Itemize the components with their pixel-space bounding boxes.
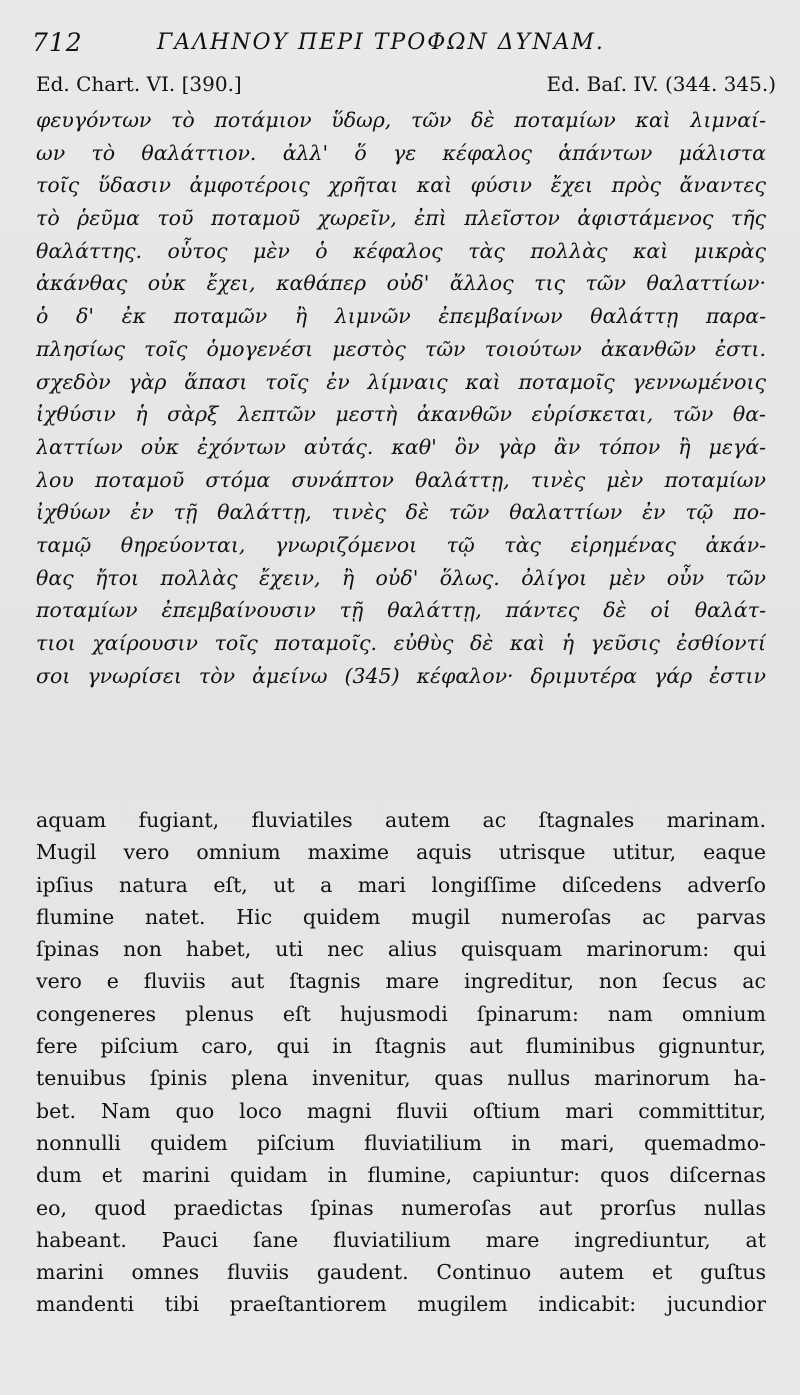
greek-line: τὸ ῥεῦμα τοῦ ποταμοῦ χωρεῖν, ἐπὶ πλεῖστον ἀφιστάμενος τῆς <box>36 206 766 231</box>
edition-chart-reference: Ed. Chart. VI. [390.] <box>36 72 242 96</box>
greek-line: λου ποταμοῦ στόμα συνάπτον θαλάττῃ, τινὲς μὲν ποταμίων <box>36 467 766 492</box>
latin-line: aquam fugiant, fluviatiles autem ac ſtagnales marinam. <box>36 808 766 832</box>
latin-line: flumine natet. Hic quidem mugil numeroſas ac parvas <box>36 904 766 929</box>
latin-line: dum et marini quidam in flumine, capiuntur: quos diſcernas <box>36 1163 766 1188</box>
latin-line: tenuibus ſpinis plena invenitur, quas nullus marinorum ha- <box>36 1066 766 1091</box>
latin-line: congeneres plenus eſt hujusmodi ſpinarum: nam omnium <box>36 1001 766 1026</box>
greek-line: ων τὸ θαλάττιον. ἀλλ' ὅ γε κέφαλος ἁπάντων μάλιστα <box>36 140 766 165</box>
running-title: ΓΑΛΗΝΟΥ ΠΕΡΙ ΤΡΟΦΩΝ ΔΥΝΑΜ. <box>157 30 605 55</box>
greek-line: ταμῷ θηρεύονται, γνωριζόμενοι τῷ τὰς εἰρημένας ἀκάν- <box>36 532 766 557</box>
greek-line: πλησίως τοῖς ὁμογενέσι μεστὸς τῶν τοιούτων ἀκανθῶν ἐστι. <box>36 336 766 361</box>
greek-line: ἰχθύων ἐν τῇ θαλάττῃ, τινὲς δὲ τῶν θαλαττίων ἐν τῷ πο- <box>36 500 766 525</box>
greek-line: λαττίων οὐκ ἐχόντων αὐτάς. καθ' ὃν γὰρ ἂν τόπον ἢ μεγά- <box>36 434 766 459</box>
latin-line: nonnulli quidem piſcium fluviatilium in mari, quemadmo- <box>36 1130 766 1155</box>
greek-line: σχεδὸν γὰρ ἅπασι τοῖς ἐν λίμναις καὶ ποταμοῖς γεννωμένοις <box>36 369 766 394</box>
greek-line: φευγόντων τὸ ποτάμιον ὕδωρ, τῶν δὲ ποταμίων καὶ λιμναί- <box>36 108 766 132</box>
greek-line: θας ἤτοι πολλὰς ἔχειν, ἢ οὐδ' ὅλως. ὀλίγοι μὲν οὖν τῶν <box>36 565 766 590</box>
latin-line: bet. Nam quo loco magni fluvii oſtium mari committitur, <box>36 1098 766 1123</box>
greek-line: ἀκάνθας οὐκ ἔχει, καθάπερ οὐδ' ἄλλος τις τῶν θαλαττίων· <box>36 271 766 296</box>
latin-line: marini omnes fluviis gaudent. Continuo autem et guſtus <box>36 1260 766 1285</box>
greek-line: θαλάττης. οὗτος μὲν ὁ κέφαλος τὰς πολλὰς καὶ μικρὰς <box>36 238 766 263</box>
edition-references <box>36 72 776 102</box>
greek-line: ποταμίων ἐπεμβαίνουσιν τῇ θαλάττῃ, πάντες δὲ οἱ θαλάτ- <box>36 598 766 623</box>
greek-text <box>36 104 766 692</box>
greek-line: σοι γνωρίσει τὸν ἀμείνω (345) κέφαλον· δριμυτέρα γάρ ἐστιν <box>36 663 766 688</box>
latin-line: eo, quod praedictas ſpinas numeroſas aut prorſus nullas <box>36 1195 766 1220</box>
latin-line: mandenti tibi praeſtantiorem mugilem indicabit: jucundior <box>36 1292 766 1317</box>
latin-line: vero e fluviis aut ſtagnis mare ingreditur, non ſecus ac <box>36 969 766 994</box>
edition-basel-reference: Ed. Baſ. IV. (344. 345.) <box>546 72 776 96</box>
latin-line: habeant. Pauci ſane fluviatilium mare ingrediuntur, at <box>36 1227 766 1252</box>
greek-line: τοῖς ὕδασιν ἀμφοτέροις χρῆται καὶ φύσιν ἔχει πρὸς ἄναντες <box>36 173 766 198</box>
greek-line: ἰχθύσιν ἡ σὰρξ λεπτῶν μεστὴ ἀκανθῶν εὑρίσκεται, τῶν θα- <box>36 402 766 427</box>
latin-line: Mugil vero omnium maxime aquis utrisque utitur, eaque <box>36 840 766 865</box>
page-number: 712 <box>32 28 83 57</box>
latin-text <box>36 804 766 1321</box>
latin-line: ſpinas non habet, uti nec alius quisquam marinorum: qui <box>36 937 766 962</box>
latin-line: ipſius natura eſt, ut a mari longiſſime diſcedens adverſo <box>36 872 766 897</box>
greek-line: ὁ δ' ἐκ ποταμῶν ἢ λιμνῶν ἐπεμβαίνων θαλάττῃ παρα- <box>36 304 766 329</box>
page-header <box>32 28 772 62</box>
latin-line: fere piſcium caro, qui in ſtagnis aut fluminibus gignuntur, <box>36 1034 766 1059</box>
greek-line: τιοι χαίρουσιν τοῖς ποταμοῖς. εὐθὺς δὲ καὶ ἡ γεῦσις ἐσθίοντί <box>36 631 766 655</box>
